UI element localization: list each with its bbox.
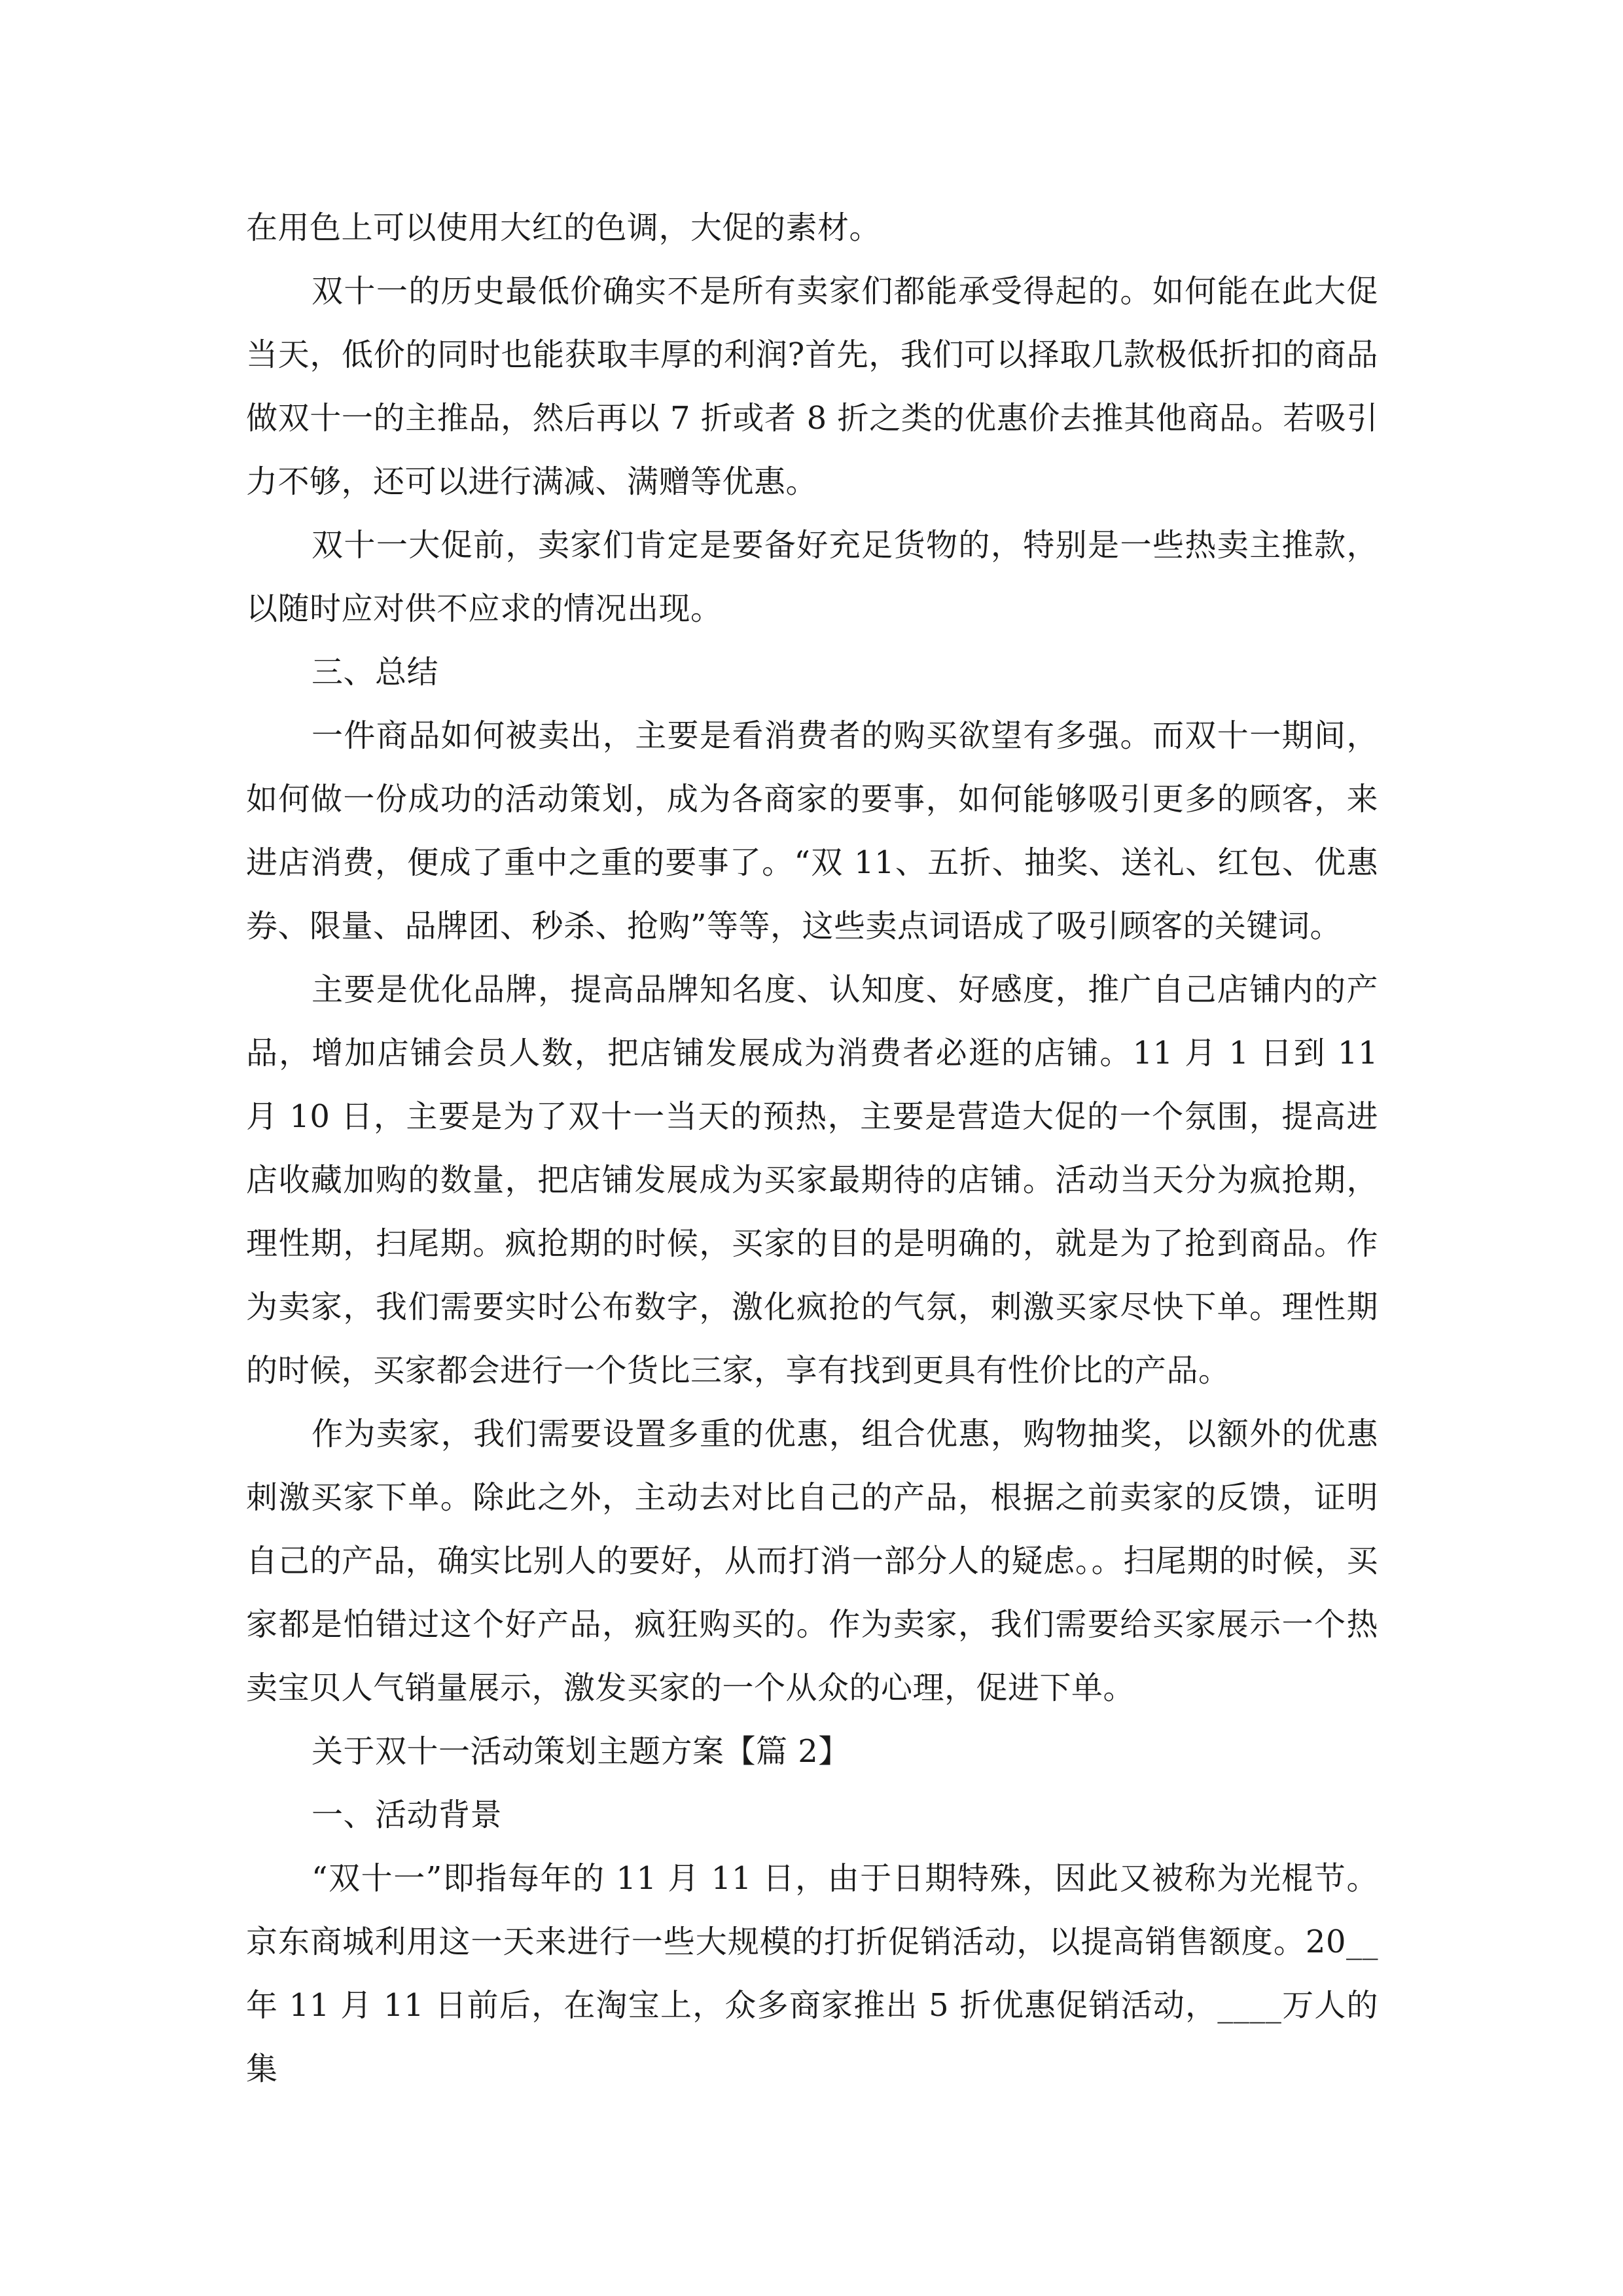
paragraph: 在用色上可以使用大红的色调，大促的素材。 <box>246 209 882 246</box>
section-heading: 一、活动背景 <box>312 1797 503 1833</box>
paragraph: 一件商品如何被卖出，主要是看消费者的购买欲望有多强。而双十一期间，如何做一份成功的活动策划，成为各商家的要事，如何能够吸引更多的顾客，来进店消费，便成了重中之重的要事了。“双 11、五折、抽奖、送礼、红包、优惠券、限量、品牌团、秒杀、抢购”等等，这些卖点词语成了吸引顾客的关键词。 <box>246 717 1378 944</box>
document-body <box>246 196 1378 2101</box>
paragraph: 双十一的历史最低价确实不是所有卖家们都能承受得起的。如何能在此大促当天，低价的同时也能获取丰厚的利润?首先，我们可以择取几款极低折扣的商品做双十一的主推品，然后再以 7 折或者 8 折之类的优惠价去推其他商品。若吸引力不够，还可以进行满减、满赠等优惠。 <box>246 273 1378 500</box>
paragraph: “双十一”即指每年的 11 月 11 日，由于日期特殊，因此又被称为光棍节。京东商城利用这一天来进行一些大规模的打折促销活动，以提高销售额度。20__年 11 月 11 日前后，在淘宝上，众多商家推出 5 折优惠促销活动，____万人的集 <box>246 1860 1378 2087</box>
article-title: 关于双十一活动策划主题方案【篇 2】 <box>312 1733 850 1770</box>
section-heading: 三、总结 <box>312 654 439 691</box>
paragraph: 作为卖家，我们需要设置多重的优惠，组合优惠，购物抽奖，以额外的优惠刺激买家下单。除此之外，主动去对比自己的产品，根据之前卖家的反馈，证明自己的产品，确实比别人的要好，从而打消一部分人的疑虑。。扫尾期的时候，买家都是怕错过这个好产品，疯狂购买的。作为卖家，我们需要给买家展示一个热卖宝贝人气销量展示，激发买家的一个从众的心理，促进下单。 <box>246 1416 1378 1706</box>
paragraph: 双十一大促前，卖家们肯定是要备好充足货物的，特别是一些热卖主推款，以随时应对供不应求的情况出现。 <box>246 527 1378 627</box>
paragraph: 主要是优化品牌，提高品牌知名度、认知度、好感度，推广自己店铺内的产品，增加店铺会员人数，把店铺发展成为消费者必逛的店铺。11 月 1 日到 11 月 10 日，主要是为了双十一当天的预热，主要是营造大促的一个氛围，提高进店收藏加购的数量，把店铺发展成为买家最期待的店铺。活动当天分为疯抢期，理性期，扫尾期。疯抢期的时候，买家的目的是明确的，就是为了抢到商品。作为卖家，我们需要实时公布数字，激化疯抢的气氛，刺激买家尽快下单。理性期的时候，买家都会进行一个货比三家，享有找到更具有性价比的产品。 <box>246 971 1378 1389</box>
